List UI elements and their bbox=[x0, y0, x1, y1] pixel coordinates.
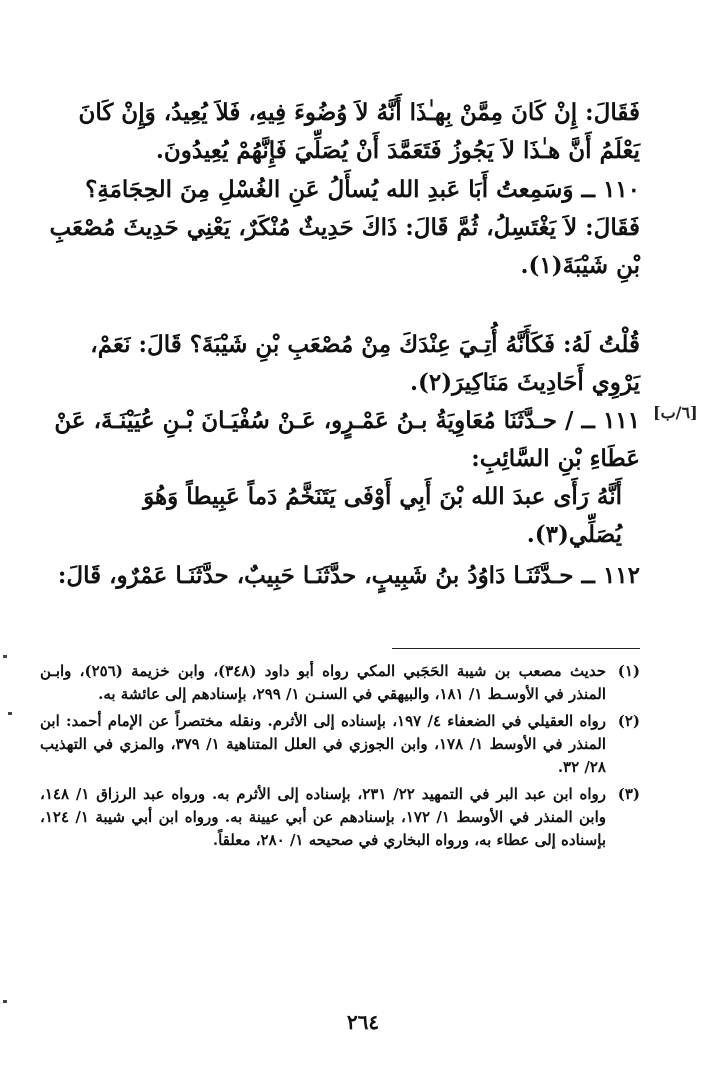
footnote-divider bbox=[392, 648, 640, 649]
paragraph-1: فَقَالَ: إِنْ كَانَ مِمَّنْ بِهـٰذَا أَنَّهُ لاَ وُضُوءَ فِيهِ، فَلاَ يُعِيدُ، وَإِنْ كَانَ يَعْلَمُ أَنَّ هـٰذَا لاَ يَجُوزُ فَتَعَمَّدَ أَنْ يُصَلِّيَ فَإِنَّهُمْ يُعِيدُونَ. bbox=[78, 99, 640, 164]
footnote-text: حديث مصعب بن شيبة الحَجَبي المكي رواه أبو داود (٣٤٨)، وابن خزيمة (٢٥٦)، وابـن المنذر في الأوسـط ١/ ١٨١، والبيهقي في السنـن ١/ ٢٩٩، بإسنادهم إلى عائشة به. bbox=[40, 662, 606, 703]
footnote-number: (١) bbox=[617, 662, 640, 680]
scan-speck bbox=[3, 1000, 7, 1003]
paragraph-112: ١١٢ ــ حـدَّثَنَـا دَاوُدُ بنُ شَبِيبٍ، حدَّثَنَـا حَبِيبٌ، حدَّثَنَـا عَمْرٌو، قَالَ: bbox=[57, 562, 640, 589]
margin-folio-ref: [٦/ب] bbox=[653, 403, 698, 422]
paragraph-111-matn: أَنَّهُ رَأَى عبدَ الله بْنَ أَبِي أَوْفَى يَتَنَخَّمُ دَماً عَبِيطاً وَهُوَ يُصَلِّي(٣). bbox=[143, 483, 622, 548]
footnotes bbox=[40, 660, 640, 856]
footnote-number: (٢) bbox=[617, 712, 640, 730]
paragraph-question: قُلْتُ لَهُ: فَكَأَنَّهُ أُتِـيَ عِنْدَكَ مِنْ مُصْعَبِ بْنِ شَيْبَةَ؟ قَالَ: نَعَمْ، يَرْوِي أَحَادِيثَ مَنَاكِيرَ(٢). bbox=[90, 331, 640, 396]
footnote-text: رواه العقيلي في الضعفاء ٤/ ١٩٧، بإسناده إلى الأثرم. ونقله مختصراً عن الإمام أحمد: ابن المنذر في الأوسط ١/ ١٧٨، وابن الجوزي في العلل المتناهية ١/ ٣٧٩، والمزي في التهذيب ٢٨/ ٣٢. bbox=[40, 712, 606, 776]
footnote-3 bbox=[40, 783, 640, 852]
page-number: ٢٦٤ bbox=[346, 1010, 380, 1034]
paragraph-111 bbox=[40, 402, 640, 554]
paragraph-110: ١١٠ ــ وَسَمِعتُ أَبَا عَبدِ الله يُسأَلُ عَنِ الغُسْلِ مِنَ الحِجَامَةِ؟ فَقَالَ: لاَ يَغْتَسِلُ، ثُمَّ قَالَ: ذَاكَ حَدِيثٌ مُنْكَرٌ، يَعْنِي حَدِيثَ مُصْعَبِ بْنِ شَيْبَةَ(١). bbox=[49, 176, 640, 279]
footnote-1 bbox=[40, 660, 640, 706]
scan-speck bbox=[8, 712, 12, 715]
scan-speck bbox=[3, 655, 7, 658]
footnote-number: (٣) bbox=[617, 785, 640, 803]
footnote-text: رواه ابن عبد البر في التمهيد ٢٢/ ٢٣١، بإسناده إلى الأثرم به. ورواه عبد الرزاق ١/ ١٤٨، وابن المنذر في الأوسط ١/ ١٧٢، بإسنادهم عن أبي عيينة به. ورواه ابن أبي شيبة ١/ ١٢٤، بإسناده إلى عطاء به، ورواه البخاري في صحيحه ١/ ٢٨٠، معلقاً. bbox=[40, 785, 607, 849]
paragraph-111-isnad: ١١١ ــ / حـدَّثَنَا مُعَاوِيَةُ بـنُ عَمْـرٍو، عَـنْ سُفْيَـانَ بْـنِ عُيَيْنَـةَ، عَنْ عَطَاءِ بْنِ السَّائِبِ: bbox=[54, 407, 640, 472]
footnote-2 bbox=[40, 710, 640, 779]
